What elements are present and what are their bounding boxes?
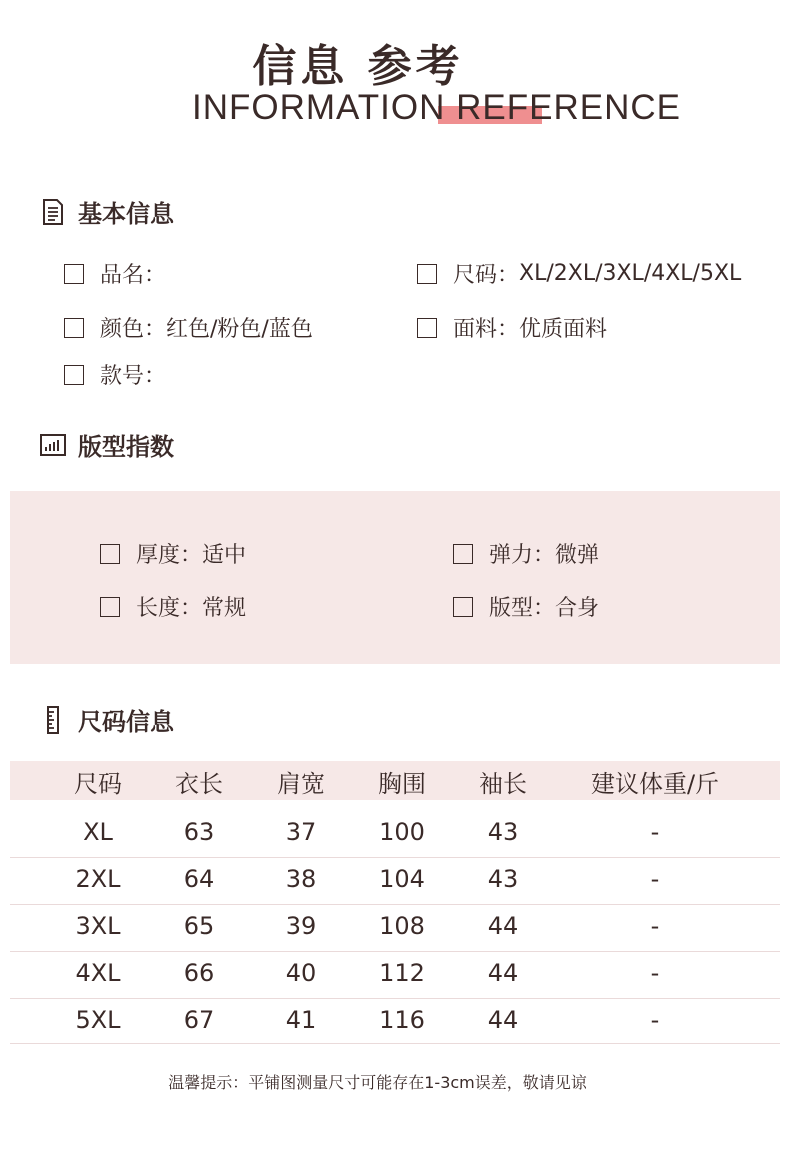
table-cell: 65: [183, 912, 215, 940]
table-cell: 41: [285, 1006, 317, 1034]
table-cell: 67: [183, 1006, 215, 1034]
basic-info-heading: [40, 194, 174, 229]
item-label: 品名：: [100, 263, 167, 288]
item-value: 合身: [555, 596, 600, 621]
item-label: 尺码：: [453, 263, 520, 288]
table-cell: 3XL: [75, 912, 121, 940]
table-cell: 44: [487, 912, 519, 940]
table-cell: -: [650, 912, 660, 940]
fit-index-heading: [40, 427, 174, 462]
table-cell: 44: [487, 1006, 519, 1034]
checkbox[interactable]: [100, 597, 120, 617]
page-title: 信息 参考: [252, 41, 464, 92]
table-cell: 108: [379, 912, 425, 940]
bar-chart-icon: [40, 432, 66, 458]
item-label: 颜色：: [100, 317, 167, 342]
item-label: 版型：: [489, 596, 556, 621]
table-cell: 2XL: [75, 865, 121, 893]
table-cell: 116: [379, 1006, 425, 1034]
info-item-fabric: [417, 312, 607, 343]
fit-item-thickness: [100, 538, 246, 569]
table-cell: 37: [285, 818, 317, 846]
table-cell: 112: [379, 959, 425, 987]
item-value: 优质面料: [519, 317, 608, 342]
table-cell: 4XL: [75, 959, 121, 987]
table-cell: 66: [183, 959, 215, 987]
info-item-color: [64, 312, 313, 343]
table-cell: 104: [379, 865, 425, 893]
item-value: 红色/粉色/蓝色: [166, 317, 313, 342]
item-label: 厚度：: [136, 543, 203, 568]
fit-index-panel: [10, 491, 780, 664]
section-title: 尺码信息: [78, 708, 174, 736]
checkbox[interactable]: [64, 318, 84, 338]
table-cell: 40: [285, 959, 317, 987]
item-label: 弹力：: [489, 543, 556, 568]
table-header-cell: 胸围: [378, 770, 426, 798]
ruler-icon: [40, 707, 66, 733]
table-cell: 43: [487, 865, 519, 893]
table-cell: 63: [183, 818, 215, 846]
item-value: 常规: [202, 596, 247, 621]
table-cell: 100: [379, 818, 425, 846]
table-header-cell: 建议体重/斤: [590, 770, 720, 798]
table-cell: -: [650, 865, 660, 893]
fit-item-elasticity: [453, 538, 599, 569]
table-cell: 44: [487, 959, 519, 987]
checkbox[interactable]: [453, 597, 473, 617]
fit-item-fit: [453, 591, 599, 622]
row-divider: [10, 998, 780, 999]
item-label: 款号：: [100, 364, 167, 389]
table-header-cell: 肩宽: [277, 770, 325, 798]
table-cell: -: [650, 818, 660, 846]
checkbox[interactable]: [64, 365, 84, 385]
checkbox[interactable]: [64, 264, 84, 284]
item-value: 适中: [202, 543, 247, 568]
table-cell: -: [650, 1006, 660, 1034]
row-divider: [10, 904, 780, 905]
table-cell: 39: [285, 912, 317, 940]
checkbox[interactable]: [417, 318, 437, 338]
section-title: 基本信息: [78, 200, 174, 228]
table-cell: 38: [285, 865, 317, 893]
subtitle-part-1: INFORMATION: [192, 88, 457, 127]
table-header-cell: 衣长: [175, 770, 223, 798]
info-item-style-no: [64, 359, 166, 390]
page-subtitle: [192, 88, 681, 128]
fit-item-length: [100, 591, 246, 622]
subtitle-highlighted-part: REFER: [456, 88, 580, 127]
row-divider: [10, 1043, 780, 1044]
item-value: XL/2XL/3XL/4XL/5XL: [519, 261, 742, 286]
row-divider: [10, 951, 780, 952]
table-cell: 43: [487, 818, 519, 846]
subtitle-part-2: ENCE: [579, 88, 681, 127]
item-value: 微弹: [555, 543, 600, 568]
table-cell: -: [650, 959, 660, 987]
item-label: 长度：: [136, 596, 203, 621]
size-info-heading: [40, 702, 174, 737]
table-cell: XL: [83, 818, 113, 846]
checkbox[interactable]: [100, 544, 120, 564]
document-icon: [40, 199, 66, 225]
info-item-size: [417, 258, 741, 289]
measurement-note: 温馨提示：平铺图测量尺寸可能存在1-3cm误差，敬请见谅: [168, 1073, 587, 1092]
row-divider: [10, 857, 780, 858]
table-cell: 64: [183, 865, 215, 893]
section-title: 版型指数: [78, 433, 174, 461]
table-cell: 5XL: [75, 1006, 121, 1034]
checkbox[interactable]: [417, 264, 437, 284]
info-item-name: [64, 258, 166, 289]
item-label: 面料：: [453, 317, 520, 342]
table-header-cell: 尺码: [74, 770, 122, 798]
table-header-cell: 袖长: [479, 770, 527, 798]
checkbox[interactable]: [453, 544, 473, 564]
